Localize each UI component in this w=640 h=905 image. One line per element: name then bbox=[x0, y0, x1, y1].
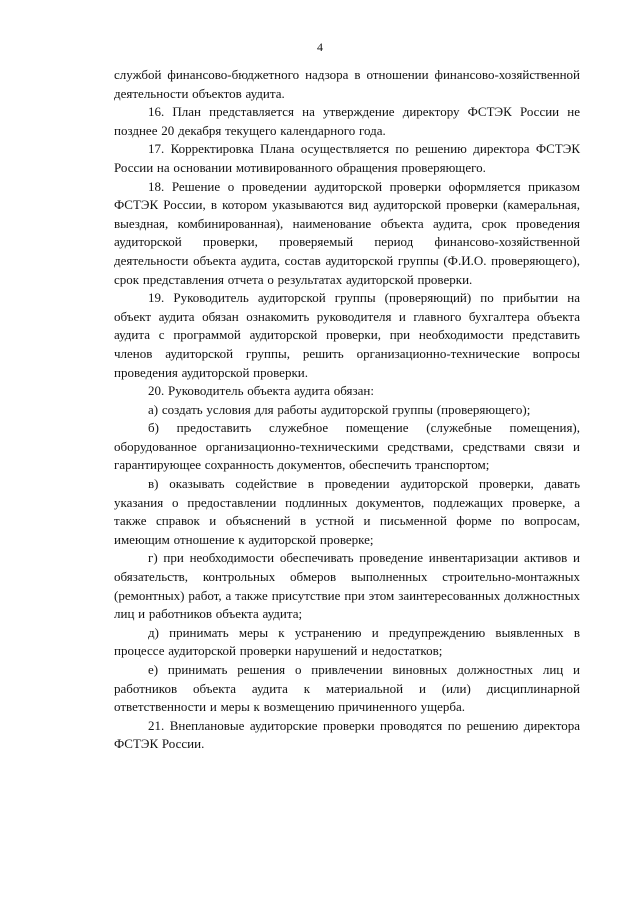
paragraph-20-d: г) при необходимости обеспечивать проведение инвентаризации активов и обязательств, контрольных обмеров выполненных строительно-монтажных (ремонтных) работ, а также присутствие при этом заинтересованных должностных лиц и работников объекта аудита; bbox=[114, 550, 580, 622]
paragraph-17: 17. Корректировка Плана осуществляется по решению директора ФСТЭК России на основании мотивированного обращения проверяющего. bbox=[114, 141, 580, 175]
paragraph-20-a: а) создать условия для работы аудиторской группы (проверяющего); bbox=[148, 401, 531, 417]
paragraph-15-continued: службой финансово-бюджетного надзора в отношении финансово-хозяйственной деятельности объектов аудита. bbox=[114, 67, 580, 101]
paragraph-20-e: д) принимать меры к устранению и предупреждению выявленных в процессе аудиторской проверки нарушений и недостатков; bbox=[114, 624, 580, 659]
paragraph-20: 20. Руководитель объекта аудита обязан: bbox=[148, 383, 375, 399]
document-body bbox=[114, 66, 580, 754]
paragraph-20-f: е) принимать решения о привлечении виновных должностных лиц и работников объекта аудита к материальной и (или) дисциплинарной ответственности и меры к возмещению причиненного ущерба. bbox=[114, 662, 580, 715]
paragraph-16: 16. План представляется на утверждение директору ФСТЭК России не позднее 20 декабря текущего календарного года. bbox=[114, 104, 580, 138]
paragraph-19: 19. Руководитель аудиторской группы (проверяющий) по прибытии на объект аудита обязан ознакомить руководителя и главного бухгалтера объекта аудита с программой аудиторской проверки, при необходимости представить членов аудиторской группы, решить организационно-технические вопросы проведения аудиторской проверки. bbox=[114, 290, 580, 380]
paragraph-20-b: б) предоставить служебное помещение (служебные помещения), оборудованное организационно-техническими средствами, средствами связи и гарантирующее сохранность документов, обеспечить транспортом; bbox=[114, 420, 580, 473]
page-number: 4 bbox=[317, 40, 323, 54]
paragraph-18: 18. Решение о проведении аудиторской проверки оформляется приказом ФСТЭК России, в котором указываются вид аудиторской проверки (камеральная, выездная, комбинированная), наименование объекта аудита, срок проведения аудиторской проверки, проверяемый период финансово-хозяйственной деятельности объекта аудита, состав аудиторской группы (Ф.И.О. проверяющего), срок представления отчета о результатах аудиторской проверки. bbox=[114, 178, 580, 287]
paragraph-21: 21. Внеплановые аудиторские проверки проводятся по решению директора ФСТЭК России. bbox=[114, 717, 580, 752]
paragraph-20-c: в) оказывать содействие в проведении аудиторской проверки, давать указания о предоставлении подлинных документов, подлежащих проверке, а также справок и объяснений в устной и письменной форме по вопросам, имеющим отношение к аудиторской проверке; bbox=[114, 476, 580, 547]
